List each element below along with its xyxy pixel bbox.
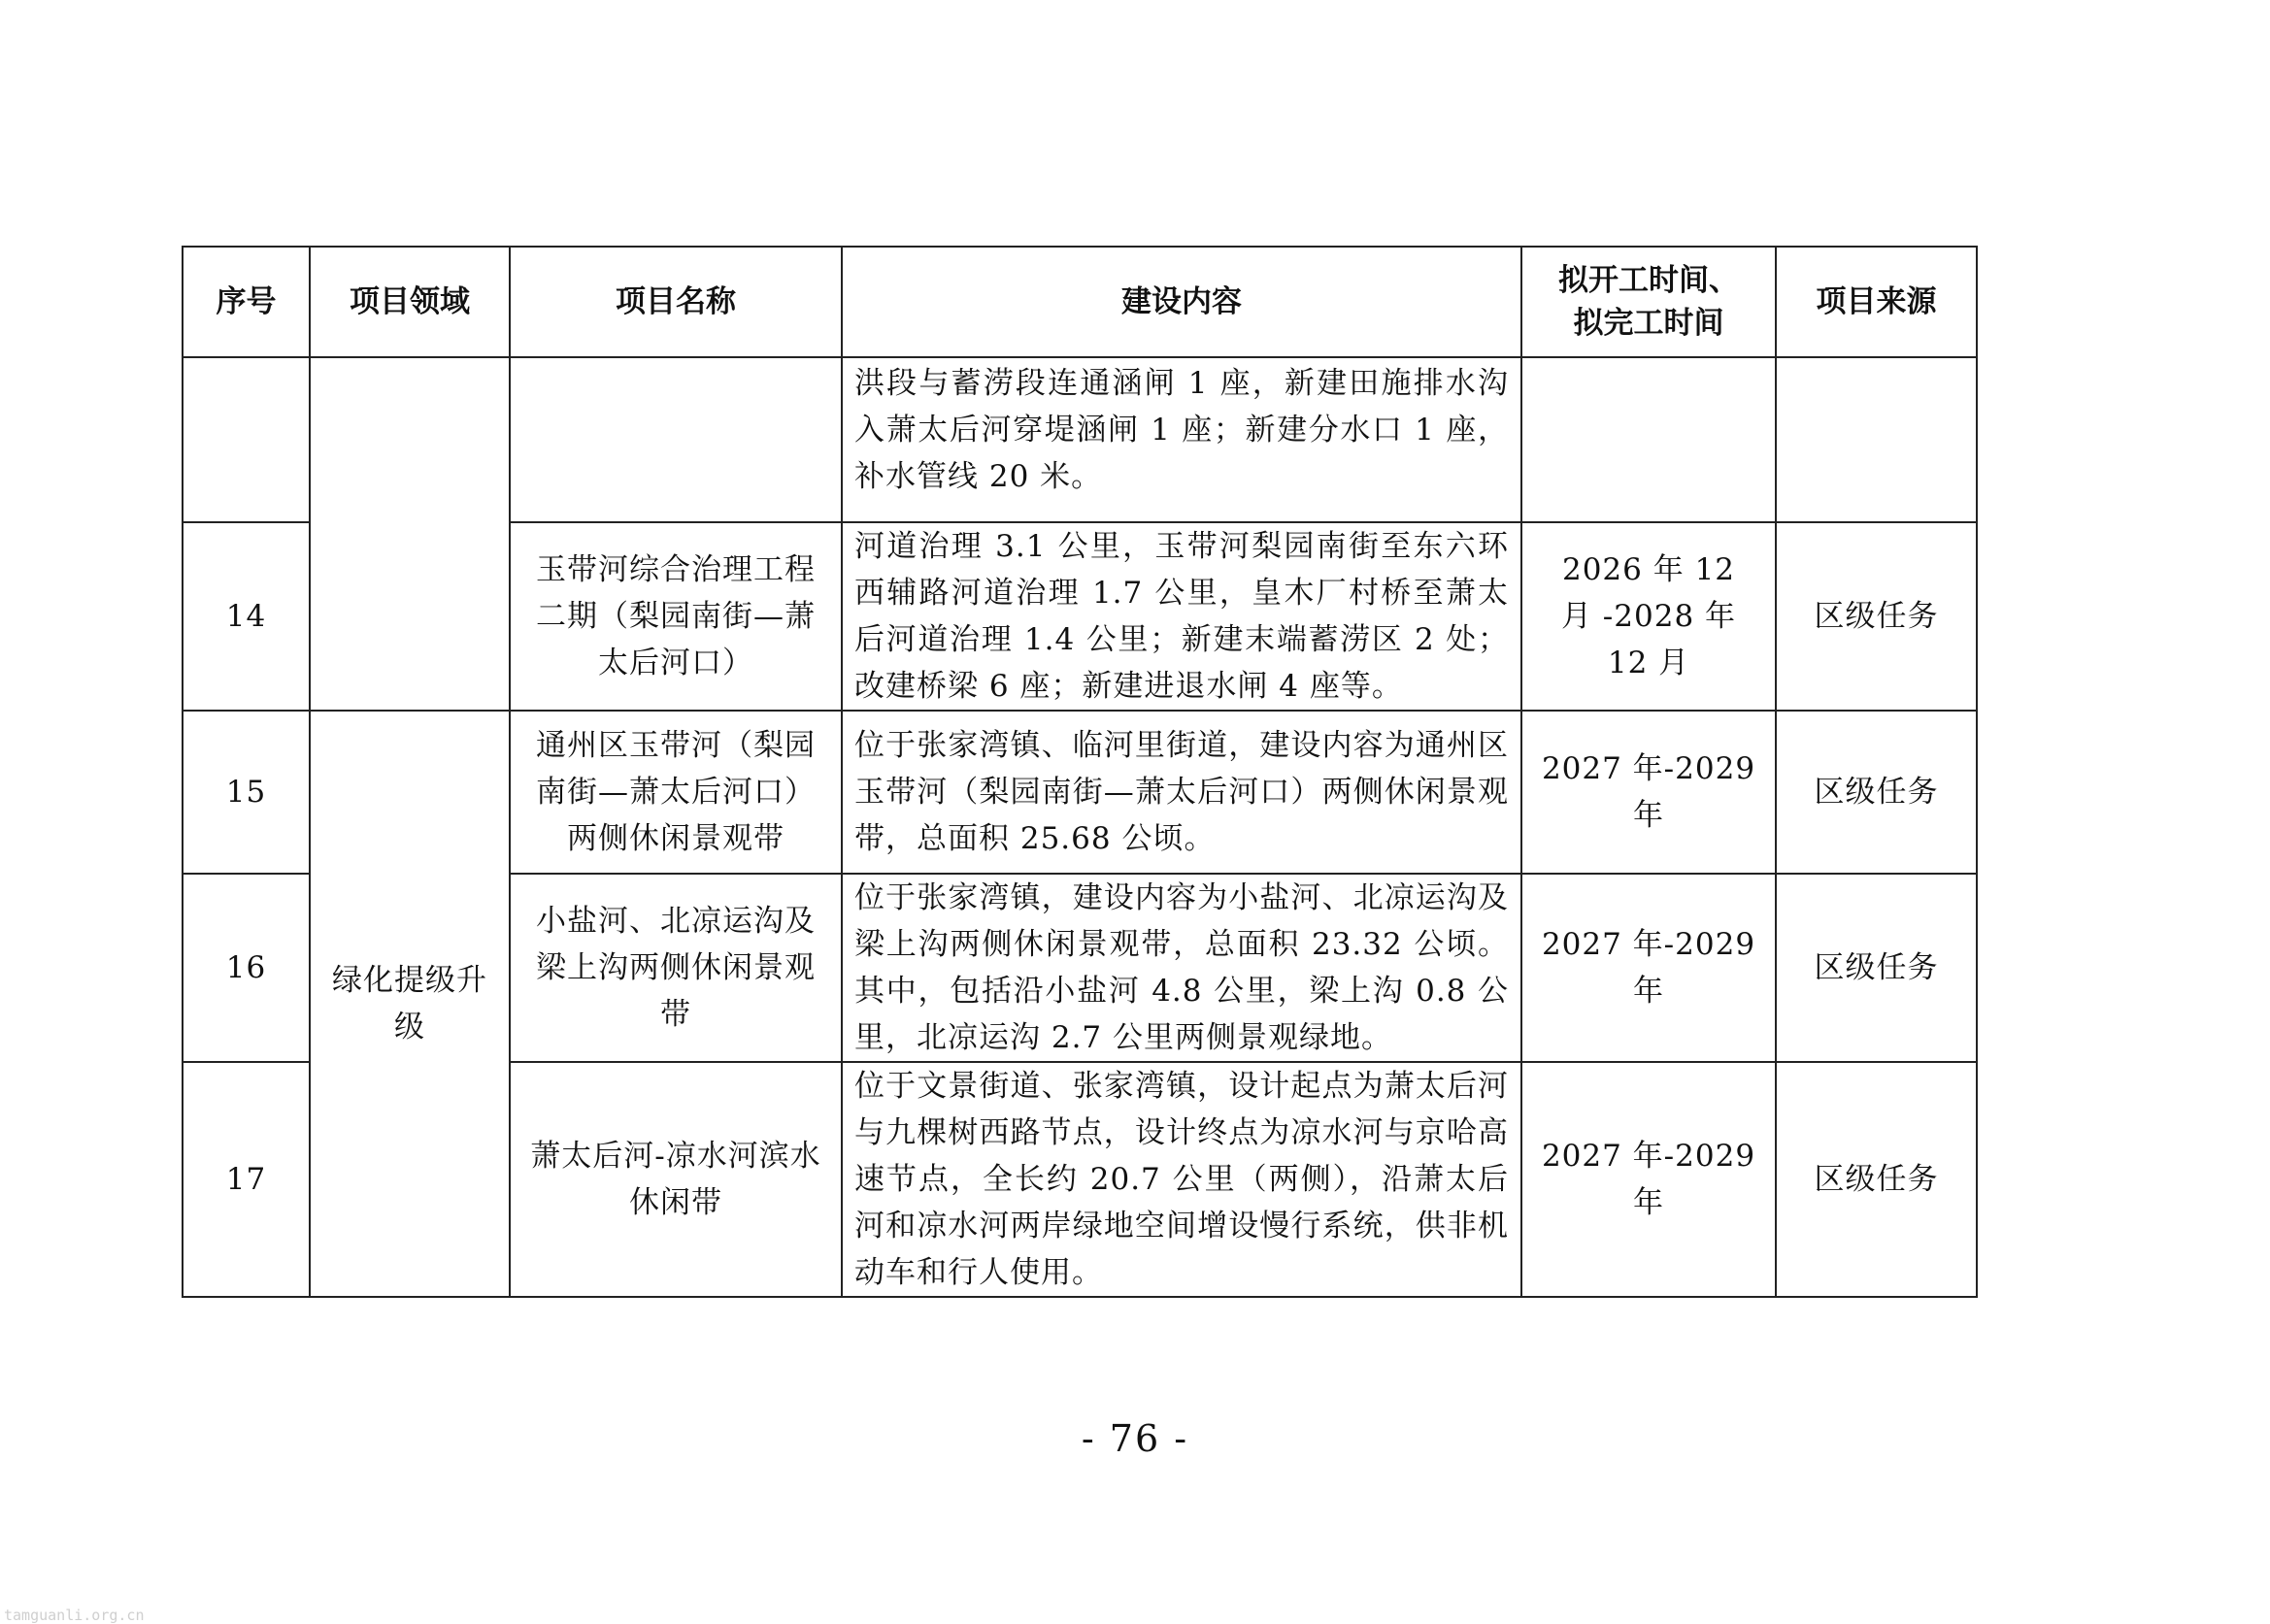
project-table [182, 246, 1978, 1298]
header-content: 建设内容 [842, 247, 1521, 357]
header-seq: 序号 [183, 247, 310, 357]
watermark-text: tamguanli.org.cn [4, 1607, 145, 1624]
cell-source: 区级任务 [1776, 522, 1977, 711]
cell-domain: 绿化提级升级 [310, 711, 510, 1297]
header-time: 拟开工时间、拟完工时间 [1521, 247, 1776, 357]
cell-time: 2026 年 12 月 -2028 年 12 月 [1521, 522, 1776, 711]
cell-time: 2027 年-2029 年 [1521, 1062, 1776, 1297]
cell-content: 位于张家湾镇，建设内容为小盐河、北凉运沟及梁上沟两侧休闲景观带，总面积 23.32 公顷。其中，包括沿小盐河 4.8 公里，梁上沟 0.8 公里，北凉运沟 2.7 公里两侧景观绿地。 [842, 874, 1521, 1062]
cell-seq: 17 [183, 1062, 310, 1297]
header-name: 项目名称 [510, 247, 842, 357]
page-number: - 76 - [1081, 1417, 1189, 1460]
cell-name: 萧太后河-凉水河滨水休闲带 [510, 1062, 842, 1297]
cell-content: 洪段与蓄涝段连通涵闸 1 座，新建田施排水沟入萧太后河穿堤涵闸 1 座；新建分水口 1 座，补水管线 20 米。 [842, 357, 1521, 522]
cell-time: 2027 年-2029 年 [1521, 711, 1776, 874]
cell-source [1776, 357, 1977, 522]
header-source: 项目来源 [1776, 247, 1977, 357]
cell-source: 区级任务 [1776, 874, 1977, 1062]
cell-seq: 16 [183, 874, 310, 1062]
cell-content: 位于张家湾镇、临河里街道，建设内容为通州区玉带河（梨园南街—萧太后河口）两侧休闲景观带，总面积 25.68 公顷。 [842, 711, 1521, 874]
cell-source: 区级任务 [1776, 1062, 1977, 1297]
cell-name: 玉带河综合治理工程二期（梨园南街—萧太后河口） [510, 522, 842, 711]
cell-domain-blank [310, 357, 510, 711]
cell-content: 河道治理 3.1 公里，玉带河梨园南街至东六环西辅路河道治理 1.7 公里，皇木厂村桥至萧太后河道治理 1.4 公里；新建末端蓄涝区 2 处；改建桥梁 6 座；新建进退水闸 4 座等。 [842, 522, 1521, 711]
table-header-row [183, 247, 1977, 357]
cell-seq [183, 357, 310, 522]
cell-time: 2027 年-2029 年 [1521, 874, 1776, 1062]
cell-time [1521, 357, 1776, 522]
cell-name [510, 357, 842, 522]
cell-name: 通州区玉带河（梨园南街—萧太后河口）两侧休闲景观带 [510, 711, 842, 874]
cell-source: 区级任务 [1776, 711, 1977, 874]
cell-name: 小盐河、北凉运沟及梁上沟两侧休闲景观带 [510, 874, 842, 1062]
header-domain: 项目领域 [310, 247, 510, 357]
table-row-continued [183, 357, 1977, 522]
cell-seq: 15 [183, 711, 310, 874]
cell-content: 位于文景街道、张家湾镇，设计起点为萧太后河与九棵树西路节点，设计终点为凉水河与京哈高速节点，全长约 20.7 公里（两侧），沿萧太后河和凉水河两岸绿地空间增设慢行系统，供非机动车和行人使用。 [842, 1062, 1521, 1297]
cell-seq: 14 [183, 522, 310, 711]
table-row [183, 711, 1977, 874]
